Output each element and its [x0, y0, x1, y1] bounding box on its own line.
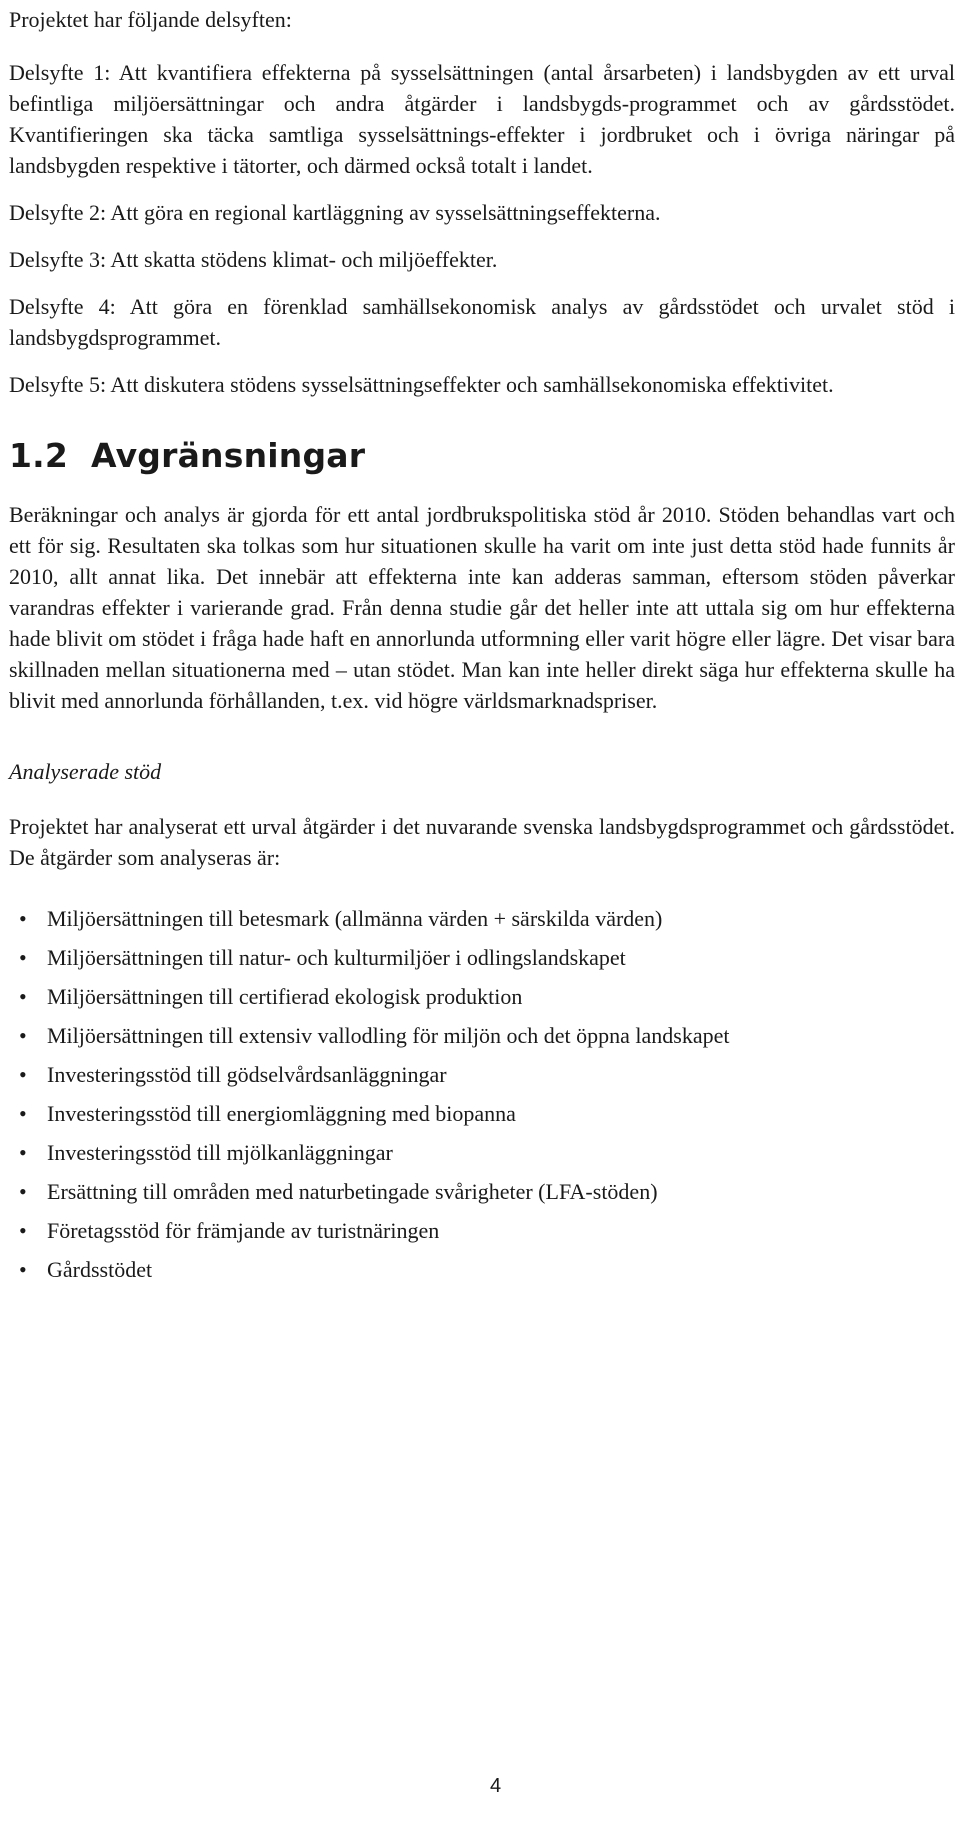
bullet-icon: • — [19, 1257, 27, 1282]
list-item-text: Miljöersättningen till natur- och kulturmiljöer i odlingslandskapet — [47, 945, 626, 970]
list-item-text: Miljöersättningen till betesmark (allmänna värden + särskilda värden) — [47, 906, 663, 931]
bullet-icon: • — [19, 1101, 27, 1126]
list-item — [9, 1176, 955, 1207]
subgoal-1-paragraph: Delsyfte 1: Att kvantifiera effekterna på sysselsättningen (antal årsarbeten) i landsbygden av ett urval befintliga miljöersättningar och andra åtgärder i landsbygds-programmet och av gårdsstödet. Kvantifieringen ska täcka samtliga sysselsättnings-effekter i jordbruket och i övriga näringar på landsbygden respektive i tätorter, och därmed också totalt i landet. — [9, 60, 955, 178]
list-item-text: Gårdsstödet — [47, 1257, 153, 1282]
subsection-heading: Analyserade stöd — [9, 759, 162, 784]
bullet-icon: • — [19, 1023, 27, 1048]
analysed-measures-list — [9, 903, 955, 1285]
bullet-icon: • — [19, 906, 27, 931]
subgoal-5-paragraph: Delsyfte 5: Att diskutera stödens sysselsättningseffekter och samhällsekonomiska effektivitet. — [9, 372, 834, 397]
list-item-text: Investeringsstöd till gödselvårdsanläggningar — [47, 1062, 447, 1087]
list-item — [9, 1215, 955, 1246]
list-item — [9, 903, 955, 934]
section-title: Avgränsningar — [91, 436, 366, 475]
list-item — [9, 1059, 955, 1090]
list-item — [9, 1137, 955, 1168]
list-item-text: Företagsstöd för främjande av turistnäringen — [47, 1218, 440, 1243]
page-number: 4 — [490, 1775, 502, 1797]
list-item — [9, 1098, 955, 1129]
bullet-icon: • — [19, 945, 27, 970]
bullet-icon: • — [19, 984, 27, 1009]
section-number: 1.2 — [9, 436, 69, 475]
list-item-text: Ersättning till områden med naturbetingade svårigheter (LFA-stöden) — [47, 1179, 658, 1204]
subgoal-3-paragraph: Delsyfte 3: Att skatta stödens klimat- och miljöeffekter. — [9, 247, 498, 272]
list-item-text: Investeringsstöd till mjölkanläggningar — [47, 1140, 393, 1165]
list-item-text: Miljöersättningen till extensiv vallodling för miljön och det öppna landskapet — [47, 1023, 730, 1048]
section-heading — [9, 433, 955, 479]
list-item-text: Miljöersättningen till certifierad ekologisk produktion — [47, 984, 523, 1009]
list-item-text: Investeringsstöd till energiomläggning med biopanna — [47, 1101, 516, 1126]
subsection-body-paragraph: Projektet har analyserat ett urval åtgärder i det nuvarande svenska landsbygdsprogrammet och gårdsstödet. De åtgärder som analyseras är: — [9, 814, 955, 870]
subgoal-4-paragraph: Delsyfte 4: Att göra en förenklad samhällsekonomisk analys av gårdsstödet och urvalet stöd i landsbygdsprogrammet. — [9, 294, 955, 350]
bullet-icon: • — [19, 1179, 27, 1204]
bullet-icon: • — [19, 1062, 27, 1087]
bullet-icon: • — [19, 1140, 27, 1165]
section-body-paragraph: Beräkningar och analys är gjorda för ett antal jordbrukspolitiska stöd år 2010. Stöden behandlas vart och ett för sig. Resultaten ska tolkas som hur situationen skulle ha varit om inte just detta stöd hade funnits år 2010, allt annat lika. Det innebär att effekterna inte kan adderas samman, eftersom stöden påverkar varandras effekter i varierande grad. Från denna studie går det heller inte att uttala sig om hur effekterna hade blivit om stödet i fråga hade haft en annorlunda utformning eller varit högre eller lägre. Det visar bara skillnaden mellan situationerna med – utan stödet. Man kan inte heller direkt säga hur effekterna skulle ha blivit med annorlunda förhållanden, t.ex. vid högre världsmarknadspriser. — [9, 502, 955, 713]
list-item — [9, 1254, 955, 1285]
list-item — [9, 1020, 955, 1051]
list-item — [9, 942, 955, 973]
bullet-icon: • — [19, 1218, 27, 1243]
subgoal-2-paragraph: Delsyfte 2: Att göra en regional kartläggning av sysselsättningseffekterna. — [9, 200, 661, 225]
list-item — [9, 981, 955, 1012]
document-page — [9, 0, 955, 1293]
intro-text: Projektet har följande delsyften: — [9, 7, 292, 32]
